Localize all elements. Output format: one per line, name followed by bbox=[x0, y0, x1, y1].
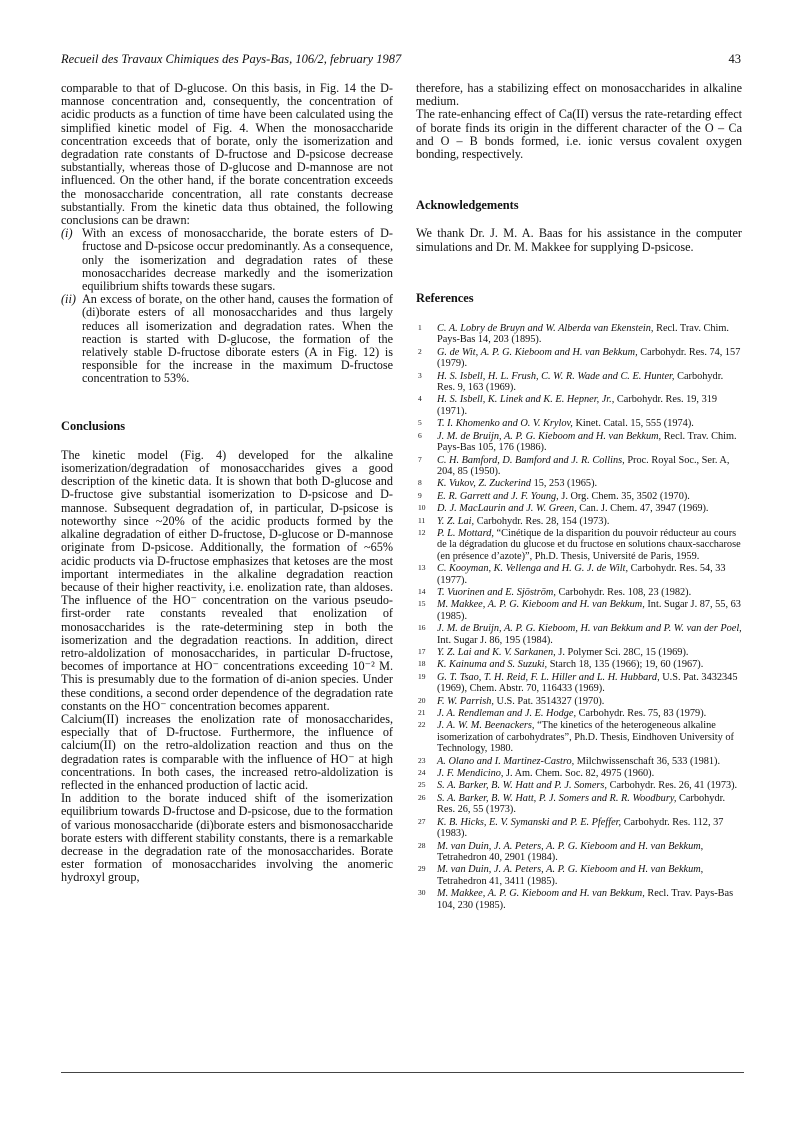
reference-number: 24 bbox=[418, 768, 426, 778]
reference-citation: “The kinetics of the heterogeneous alkaline isomerization of carbohydrates”, Ph.D. Thesis, Eindhoven University of Technology, 1980. bbox=[437, 720, 734, 755]
conclusion-list bbox=[61, 227, 393, 385]
reference-authors: H. S. Isbell, K. Linek and K. E. Hepner, Jr., bbox=[437, 394, 615, 406]
reference-authors: J. M. de Bruijn, A. P. G. Kieboom and H. van Bekkum, bbox=[437, 430, 662, 442]
reference-number: 28 bbox=[418, 840, 426, 850]
reference-item bbox=[416, 841, 742, 864]
reference-authors: H. S. Isbell, H. L. Frush, C. W. R. Wade and C. E. Hunter, bbox=[437, 370, 675, 382]
left-column bbox=[61, 82, 393, 885]
reference-number: 16 bbox=[418, 623, 426, 633]
reference-citation: Tetrahedron 41, 3411 (1985). bbox=[437, 875, 558, 887]
reference-item bbox=[416, 780, 742, 791]
references-heading: References bbox=[416, 290, 474, 305]
reference-authors: J. A. W. M. Beenackers, bbox=[437, 720, 535, 732]
reference-item bbox=[416, 394, 742, 417]
reference-authors: T. Vuorinen and E. Sjöström, bbox=[437, 586, 556, 598]
reference-number: 23 bbox=[418, 755, 426, 765]
reference-authors: K. Vukov, Z. Zuckerind bbox=[437, 478, 531, 490]
reference-citation: Recl. Trav. Chim. Pays-Bas 105, 176 (1986). bbox=[437, 430, 737, 454]
reference-citation: Tetrahedron 40, 2901 (1984). bbox=[437, 851, 558, 863]
right-column bbox=[416, 82, 742, 912]
reference-citation: J. Org. Chem. 35, 3502 (1970). bbox=[561, 490, 690, 502]
reference-item bbox=[416, 756, 742, 767]
reference-item bbox=[416, 418, 742, 429]
reference-number: 13 bbox=[418, 563, 426, 573]
reference-item bbox=[416, 720, 742, 754]
reference-citation: Int. Sugar J. 86, 195 (1984). bbox=[437, 634, 553, 646]
reference-number: 7 bbox=[418, 454, 422, 464]
reference-item bbox=[416, 431, 742, 454]
reference-item bbox=[416, 347, 742, 370]
reference-citation: Carbohydr. Res. 75, 83 (1979). bbox=[578, 708, 707, 720]
reference-item bbox=[416, 455, 742, 478]
reference-citation: U.S. Pat. 3514327 (1970). bbox=[496, 695, 605, 707]
list-label: (i) bbox=[61, 226, 73, 241]
reference-authors: Y. Z. Lai, bbox=[437, 515, 475, 527]
reference-citation: Starch 18, 135 (1966); 19, 60 (1967). bbox=[549, 659, 704, 671]
reference-item bbox=[416, 672, 742, 695]
reference-citation: Carbohydr. Res. 74, 157 (1979). bbox=[437, 346, 741, 370]
reference-number: 11 bbox=[418, 515, 426, 525]
list-item bbox=[61, 293, 393, 385]
reference-citation: Carbohydr. Res. 108, 23 (1982). bbox=[558, 586, 692, 598]
reference-item bbox=[416, 768, 742, 779]
body-paragraph: In addition to the borate induced shift of the isomerization equilibrium towards D-fructose and D-psicose, due to the formation of various monosaccharide (di)borate esters and bismonosaccharide borate esters with different stability constants, there is a remarkable decrease in the degradation rate of the monosaccharides. Borate ester formation of monosaccharides involving the anomeric hydroxyl group, bbox=[61, 791, 393, 885]
reference-number: 9 bbox=[418, 490, 422, 500]
reference-number: 12 bbox=[418, 527, 426, 537]
reference-citation: “Cinétique de la disparition du pouvoir réducteur au cours de la dégradation du glucose et du fructose en solutions chaux-saccharose (en présence d’azote)”, Ph.D. Thesis, Université de Paris, 1959. bbox=[437, 527, 741, 562]
reference-authors: K. B. Hicks, E. V. Symanski and P. E. Pfeffer, bbox=[437, 816, 622, 828]
reference-authors: Y. Z. Lai and K. V. Sarkanen, bbox=[437, 647, 556, 658]
reference-item bbox=[416, 696, 742, 707]
reference-number: 5 bbox=[418, 418, 422, 428]
reference-number: 26 bbox=[418, 792, 426, 802]
body-paragraph: comparable to that of D-glucose. On this basis, in Fig. 14 the D-mannose concentration and, consequently, the concentration of acidic products as a function of time have been calculated using the simplified kinetic model of Fig. 4. When the monosaccharide concentration exceeds that of borate, only the isomerization and degradation rate constants of D-fructose and D-psicose decrease substantially, whereas those of D-glucose and D-mannose are not influenced. On the other hand, if the borate concentration exceeds the monosaccharide concentration, all rate constants decrease substantially. From the kinetic data thus obtained, the following conclusions can be drawn: bbox=[61, 81, 393, 228]
list-text: An excess of borate, on the other hand, causes the formation of (di)borate esters of all monosaccharides and thus largely reduces all isomerization and degradation rates. When the reaction is started with D-glucose, the formation of the relatively stable D-fructose diborate esters (A in Fig. 12) is responsible for the increase in the maximum D-fructose concentration to 53%. bbox=[82, 292, 393, 386]
reference-citation: Can. J. Chem. 47, 3947 (1969). bbox=[579, 503, 709, 515]
reference-citation: Milchwissenschaft 36, 533 (1981). bbox=[576, 755, 721, 767]
reference-item bbox=[416, 864, 742, 887]
reference-citation: Proc. Royal Soc., Ser. A, 204, 85 (1950). bbox=[437, 454, 730, 477]
reference-number: 4 bbox=[418, 394, 422, 404]
reference-item bbox=[416, 491, 742, 502]
reference-item bbox=[416, 503, 742, 514]
reference-number: 27 bbox=[418, 816, 426, 826]
reference-authors: D. J. MacLaurin and J. W. Green, bbox=[437, 503, 577, 515]
reference-number: 14 bbox=[418, 586, 426, 596]
body-paragraph: The rate-enhancing effect of Ca(II) versus the rate-retarding effect of borate finds its origin in the different character of the O – Ca and O – B bonds formed, i.e. ionic versus covalent oxygen bonding, respectively. bbox=[416, 107, 742, 162]
reference-number: 25 bbox=[418, 780, 426, 790]
reference-authors: E. R. Garrett and J. F. Young, bbox=[437, 490, 559, 502]
reference-citation: Carbohydr. Res. 28, 154 (1973). bbox=[476, 515, 610, 527]
reference-item bbox=[416, 599, 742, 622]
reference-item bbox=[416, 528, 742, 562]
reference-item bbox=[416, 516, 742, 527]
reference-item bbox=[416, 793, 742, 816]
reference-citation: Carbohydr. Res. 26, 55 (1973). bbox=[437, 792, 726, 816]
reference-number: 18 bbox=[418, 659, 426, 669]
reference-authors: C. H. Bamford, D. Bamford and J. R. Collins, bbox=[437, 454, 625, 466]
reference-item bbox=[416, 647, 742, 658]
body-paragraph: Calcium(II) increases the enolization rate of monosaccharides, especially that of D-fructose. Furthermore, the influence of calcium(II) on the retro-aldolization reaction and thus on the degradation rates is comparable with the influence of HO⁻ at high concentrations. In both cases, the increased retro-aldolization is reflected in the enhanced production of lactic acid. bbox=[61, 711, 393, 792]
reference-number: 20 bbox=[418, 695, 426, 705]
reference-authors: S. A. Barker, B. W. Hatt, P. J. Somers and R. R. Woodbury, bbox=[437, 792, 677, 804]
reference-number: 19 bbox=[418, 671, 426, 681]
reference-citation: J. Am. Chem. Soc. 82, 4975 (1960). bbox=[506, 768, 655, 780]
reference-number: 3 bbox=[418, 370, 422, 380]
reference-authors: J. A. Rendleman and J. E. Hodge, bbox=[437, 708, 577, 720]
page-number: 43 bbox=[728, 52, 741, 66]
reference-number: 1 bbox=[418, 323, 422, 333]
reference-citation: Kinet. Catal. 15, 555 (1974). bbox=[575, 418, 694, 430]
reference-authors: M. van Duin, J. A. Peters, A. P. G. Kieboom and H. van Bekkum, bbox=[437, 864, 704, 876]
reference-number: 21 bbox=[418, 708, 426, 718]
list-label: (ii) bbox=[61, 292, 76, 307]
reference-authors: M. Makkee, A. P. G. Kieboom and H. van Bekkum, bbox=[437, 599, 645, 611]
journal-title: Recueil des Travaux Chimiques des Pays-Bas, 106/2, february 1987 bbox=[61, 52, 402, 66]
reference-number: 30 bbox=[418, 888, 426, 898]
reference-authors: M. Makkee, A. P. G. Kieboom and H. van Bekkum, bbox=[437, 888, 645, 900]
reference-number: 15 bbox=[418, 599, 426, 609]
reference-citation: Carbohydr. Res. 112, 37 (1983). bbox=[437, 816, 724, 840]
reference-citation: U.S. Pat. 3432345 (1969), Chem. Abstr. 70, 116433 (1969). bbox=[437, 671, 738, 695]
reference-authors: G. de Wit, A. P. G. Kieboom and H. van Bekkum, bbox=[437, 346, 638, 358]
reference-citation: Carbohydr. Res. 9, 163 (1969). bbox=[437, 370, 724, 394]
reference-item bbox=[416, 478, 742, 489]
reference-number: 8 bbox=[418, 478, 422, 488]
reference-authors: A. Olano and I. Martinez-Castro, bbox=[437, 755, 575, 767]
reference-number: 10 bbox=[418, 503, 426, 513]
reference-item bbox=[416, 708, 742, 719]
reference-item bbox=[416, 659, 742, 670]
list-text: With an excess of monosaccharide, the borate esters of D-fructose and D-psicose occur predominantly. As a consequence, only the isomerization and degradation rates of these monosaccharides decrease markedly and the isomerization equilibrium shifts towards these sugars. bbox=[82, 226, 393, 294]
list-item bbox=[61, 227, 393, 293]
reference-authors: F. W. Parrish, bbox=[437, 695, 494, 707]
body-paragraph: therefore, has a stabilizing effect on monosaccharides in alkaline medium. bbox=[416, 81, 742, 109]
reference-item bbox=[416, 623, 742, 646]
reference-item bbox=[416, 587, 742, 598]
reference-authors: K. Kainuma and S. Suzuki, bbox=[437, 659, 548, 671]
reference-authors: G. T. Tsao, T. H. Reid, F. L. Hiller and L. H. Hubbard, bbox=[437, 671, 660, 683]
acknowledgements-text: We thank Dr. J. M. A. Baas for his assistance in the computer simulations and Dr. M. Makkee for supplying D-psicose. bbox=[416, 226, 742, 254]
reference-authors: P. L. Mottard, bbox=[437, 527, 494, 539]
body-paragraph: The kinetic model (Fig. 4) developed for the alkaline isomerization/degradation of monosaccharides gives a good description of the kinetic data. It is shown that both D-glucose and D-fructose give substantial isomerization to D-psicose and D-mannose. Subsequent degradation of, in particular, D-psicose is noteworthy since ~20% of the acidic products formed by the alkaline degradation of either D-fructose, D-glucose or D-mannose originate from D-psicose. Additionally, the formation of ~65% acidic products via D-fructose emphasizes that ketoses are the most important intermediates in the alkaline degradation reaction because of their higher reactivity, i.e. enolization rate, than aldoses. The influence of the HO⁻ concentration on the various pseudo-first-order rate constants revealed that enolization of monosaccharides is the rate-determining step in both the isomerization and the degradation reactions. In addition, direct retro-aldolization of monosaccharides, in particular D-fructose, becomes of importance at HO⁻ concentrations exceeding 10⁻² M. This is presumably due to the formation of di-anion species. Under these conditions, a second order dependence of the degradation rate constants on the HO⁻ concentration becomes apparent. bbox=[61, 447, 393, 713]
reference-item bbox=[416, 563, 742, 586]
footer-rule bbox=[61, 1072, 744, 1073]
reference-list bbox=[416, 323, 742, 911]
reference-item bbox=[416, 888, 742, 911]
running-header bbox=[61, 52, 741, 72]
reference-citation: Recl. Trav. Pays-Bas 104, 230 (1985). bbox=[437, 888, 734, 911]
reference-authors: S. A. Barker, B. W. Hatt and P. J. Somers, bbox=[437, 780, 607, 792]
reference-authors: T. I. Khomenko and O. V. Krylov, bbox=[437, 418, 573, 430]
reference-citation: J. Polymer Sci. 28C, 15 (1969). bbox=[558, 647, 689, 658]
reference-authors: C. A. Lobry de Bruyn and W. Alberda van Ekenstein, bbox=[437, 323, 654, 335]
reference-citation: Carbohydr. Res. 19, 319 (1971). bbox=[437, 394, 718, 417]
reference-citation: Recl. Trav. Chim. Pays-Bas 14, 203 (1895). bbox=[437, 323, 729, 346]
conclusions-heading: Conclusions bbox=[61, 418, 126, 433]
reference-number: 6 bbox=[418, 430, 422, 440]
reference-authors: M. van Duin, J. A. Peters, A. P. G. Kieboom and H. van Bekkum, bbox=[437, 840, 704, 852]
reference-item bbox=[416, 817, 742, 840]
reference-authors: J. F. Mendicino, bbox=[437, 768, 504, 780]
reference-number: 29 bbox=[418, 864, 426, 874]
reference-citation: Carbohydr. Res. 54, 33 (1977). bbox=[437, 563, 726, 586]
reference-number: 22 bbox=[418, 720, 426, 730]
reference-authors: C. Kooyman, K. Vellenga and H. G. J. de Wilt, bbox=[437, 563, 629, 575]
reference-citation: 15, 253 (1965). bbox=[533, 478, 598, 490]
reference-item bbox=[416, 371, 742, 394]
acknowledgements-heading: Acknowledgements bbox=[416, 198, 519, 213]
reference-authors: J. M. de Bruijn, A. P. G. Kieboom, H. van Bekkum and P. W. van der Poel, bbox=[437, 623, 742, 635]
reference-citation: Carbohydr. Res. 26, 41 (1973). bbox=[609, 780, 738, 792]
reference-citation: Int. Sugar J. 87, 55, 63 (1985). bbox=[437, 599, 741, 622]
reference-number: 2 bbox=[418, 346, 422, 356]
reference-item bbox=[416, 323, 742, 346]
reference-number: 17 bbox=[418, 647, 426, 656]
